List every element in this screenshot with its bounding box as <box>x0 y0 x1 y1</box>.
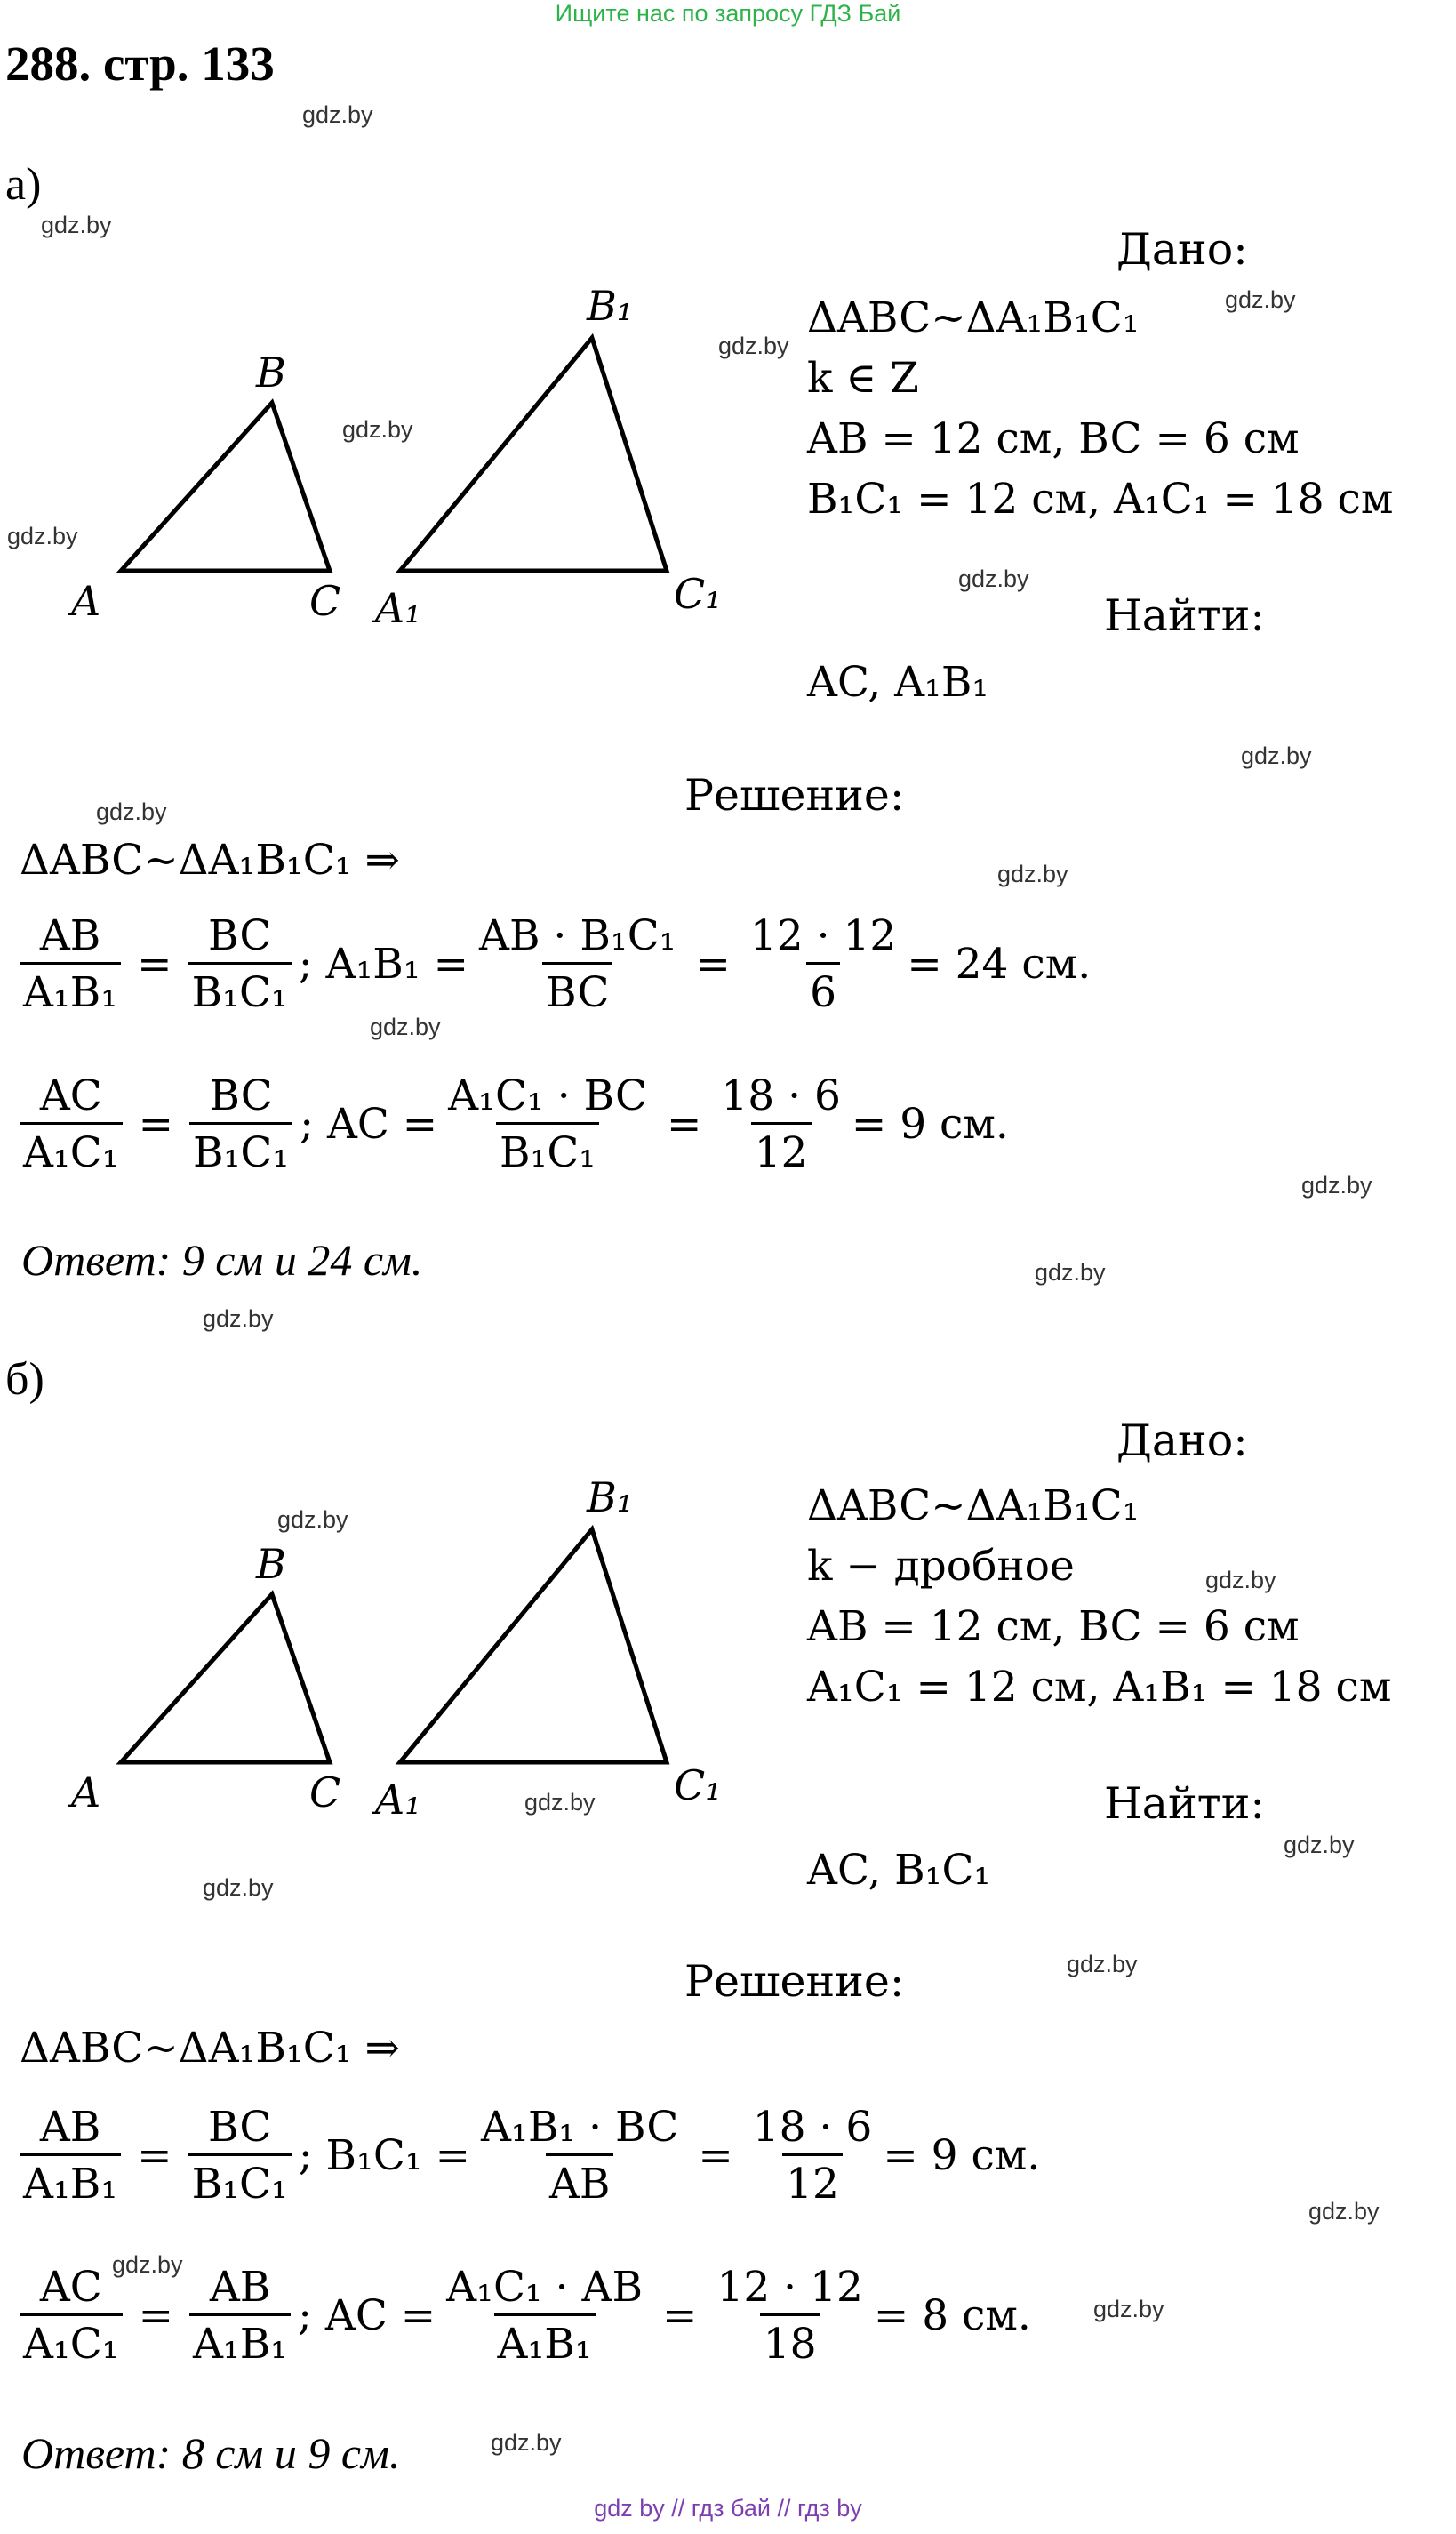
solution-equation-1: $\frac{AB}{\text{A₁B₁}}$ = $\frac{BC}{\text{B₁C₁}}$ ; B₁C₁ = $\frac{\text{A₁B₁ · BC}}{AB}$ = $\frac{18 \cdot 6}{12}$ = 9 см. <box>12 2103 1040 2209</box>
triangle-a1b1c1 <box>400 1529 667 1762</box>
fraction: $\frac{\text{A₁C₁ · BC}}{\text{B₁C₁}}$ <box>448 1071 647 1177</box>
vertex-a-label: A <box>71 1768 101 1816</box>
equation-result: = 9 см. <box>851 1100 1009 1149</box>
equation-result: = 24 см. <box>907 940 1092 989</box>
fraction: $\frac{AC}{\text{A₁C₁}}$ <box>20 2263 123 2369</box>
fraction: $\frac{BC}{\text{B₁C₁}}$ <box>188 911 292 1017</box>
watermark: gdz.by <box>1067 1951 1138 1977</box>
solution-similarity-line: ΔABC~ΔA₁B₁C₁ ⇒ <box>20 836 400 885</box>
solution-equation-2: $\frac{AC}{\text{A₁C₁}}$ = $\frac{AB}{\text{A₁B₁}}$ ; AC = $\frac{\text{A₁C₁ · AB}}{\text{A₁B₁}}$ = $\frac{12 \cdot 12}{18}$ = 8 см. <box>12 2263 1031 2369</box>
fraction: $\frac{AB}{\text{A₁B₁}}$ <box>20 911 121 1017</box>
vertex-b1-label: B₁ <box>587 282 634 330</box>
fraction: $\frac{\text{A₁B₁ · BC}}{AB}$ <box>481 2103 679 2209</box>
vertex-b1-label: B₁ <box>587 1473 634 1521</box>
triangle-a1b1c1 <box>400 338 667 571</box>
fraction: $\frac{AC}{\text{A₁C₁}}$ <box>20 1071 123 1177</box>
vertex-b-label: B <box>256 349 286 397</box>
part-a-label: а) <box>5 159 42 210</box>
fraction: $\frac{AB}{\text{A₁B₁}}$ <box>20 2103 121 2209</box>
solution-equation-2: $\frac{AC}{\text{A₁C₁}}$ = $\frac{BC}{\text{B₁C₁}}$ ; AC = $\frac{\text{A₁C₁ · BC}}{\text{B₁C₁}}$ = $\frac{18 \cdot 6}{12}$ = 9 см. <box>12 1071 1009 1177</box>
equation-mid: ; AC = <box>298 2291 436 2340</box>
given-ab-bc: AB = 12 см, BC = 6 см <box>807 1602 1300 1651</box>
fraction: $\frac{18 \cdot 6}{12}$ <box>752 2103 873 2209</box>
fraction: $\frac{12 \cdot 12}{6}$ <box>749 911 897 1017</box>
watermark: gdz.by <box>1301 1172 1372 1199</box>
watermark: gdz.by <box>370 1014 441 1040</box>
equation-mid: ; B₁C₁ = <box>298 2131 471 2180</box>
watermark: gdz.by <box>203 1874 274 1901</box>
equation-mid: ; AC = <box>300 1100 438 1149</box>
fraction: $\frac{18 \cdot 6}{12}$ <box>721 1071 841 1177</box>
watermark: gdz.by <box>203 1305 274 1332</box>
watermark: gdz.by <box>1225 286 1296 313</box>
vertex-a1-label: A₁ <box>375 584 421 632</box>
watermark: gdz.by <box>997 861 1068 887</box>
fraction: $\frac{BC}{\text{B₁C₁}}$ <box>188 2103 292 2209</box>
vertex-a1-label: A₁ <box>375 1776 421 1824</box>
given-b1c1-a1c1: B₁C₁ = 12 см, A₁C₁ = 18 см <box>807 475 1394 524</box>
part-a-triangles-figure <box>53 267 764 658</box>
vertex-c-label: C <box>309 1768 341 1816</box>
triangle-abc <box>121 403 330 571</box>
watermark: gdz.by <box>1308 2198 1380 2225</box>
watermark: gdz.by <box>1241 742 1312 769</box>
given-similarity: ΔABC~ΔA₁B₁C₁ <box>807 1481 1140 1530</box>
find-title: Найти: <box>1104 590 1265 641</box>
equation-mid: ; A₁B₁ = <box>298 940 469 989</box>
vertex-b-label: B <box>256 1540 286 1588</box>
watermark: gdz.by <box>718 333 789 359</box>
equation-result: = 8 см. <box>873 2291 1031 2340</box>
watermark: gdz.by <box>96 798 167 825</box>
given-ab-bc: AB = 12 см, BC = 6 см <box>807 414 1300 463</box>
watermark: gdz.by <box>1093 2296 1164 2322</box>
fraction: $\frac{\text{AB · B₁C₁}}{BC}$ <box>479 911 676 1017</box>
answer-line: Ответ: 9 см и 24 см. <box>21 1235 423 1285</box>
given-a1c1-a1b1: A₁C₁ = 12 см, A₁B₁ = 18 см <box>807 1663 1392 1712</box>
answer-line: Ответ: 8 см и 9 см. <box>21 2428 401 2478</box>
given-similarity: ΔABC~ΔA₁B₁C₁ <box>807 293 1140 342</box>
watermark: gdz.by <box>1035 1259 1106 1286</box>
given-title: Дано: <box>1116 1415 1248 1466</box>
vertex-c1-label: C₁ <box>674 570 722 618</box>
solution-title: Решение: <box>684 770 905 821</box>
vertex-c1-label: C₁ <box>674 1761 722 1809</box>
fraction: $\frac{12 \cdot 12}{18}$ <box>716 2263 863 2369</box>
fraction: $\frac{AB}{\text{A₁B₁}}$ <box>189 2263 291 2369</box>
watermark: gdz.by <box>958 565 1029 592</box>
find-title: Найти: <box>1104 1778 1265 1829</box>
watermark: gdz.by <box>524 1789 596 1816</box>
footer-links[interactable]: gdz by // гдз бай // гдз by <box>594 2495 862 2522</box>
part-b-triangles-figure <box>53 1458 764 1849</box>
part-b-label: б) <box>5 1354 44 1405</box>
solution-similarity-line: ΔABC~ΔA₁B₁C₁ ⇒ <box>20 2024 400 2073</box>
watermark: gdz.by <box>112 2251 183 2278</box>
equation-result: = 9 см. <box>883 2131 1041 2180</box>
watermark: gdz.by <box>302 101 373 128</box>
watermark: gdz.by <box>1284 1832 1355 1858</box>
watermark: gdz.by <box>342 416 413 443</box>
fraction: $\frac{BC}{\text{B₁C₁}}$ <box>189 1071 292 1177</box>
triangle-abc <box>121 1594 330 1762</box>
vertex-c-label: C <box>309 577 341 625</box>
find-values: AC, A₁B₁ <box>807 658 989 707</box>
find-values: AC, B₁C₁ <box>807 1846 991 1895</box>
given-k-condition: k − дробное <box>807 1542 1075 1591</box>
top-banner[interactable]: Ищите нас по запросу ГДЗ Бай <box>555 0 901 27</box>
watermark: gdz.by <box>491 2429 562 2456</box>
fraction: $\frac{\text{A₁C₁ · AB}}{\text{A₁B₁}}$ <box>446 2263 644 2369</box>
vertex-a-label: A <box>71 577 101 625</box>
watermark: gdz.by <box>7 523 78 549</box>
watermark: gdz.by <box>277 1506 348 1533</box>
watermark: gdz.by <box>1205 1567 1276 1593</box>
solution-equation-1: $\frac{AB}{\text{A₁B₁}}$ = $\frac{BC}{\text{B₁C₁}}$ ; A₁B₁ = $\frac{\text{AB · B₁C₁}}{BC}$ = $\frac{12 \cdot 12}{6}$ = 24 см. <box>12 911 1091 1017</box>
given-title: Дано: <box>1116 224 1248 275</box>
exercise-heading: 288. стр. 133 <box>5 36 275 91</box>
solution-title: Решение: <box>684 1956 905 2007</box>
given-k-condition: k ∈ Z <box>807 354 919 403</box>
watermark: gdz.by <box>41 212 112 238</box>
